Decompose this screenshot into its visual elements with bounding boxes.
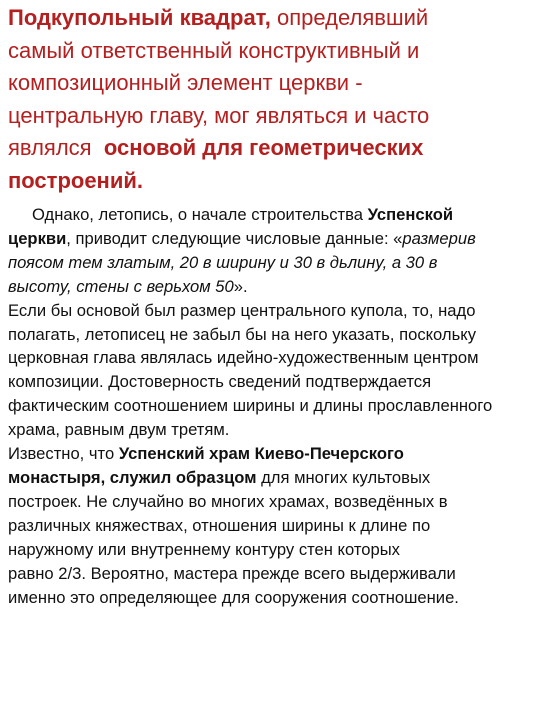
bold-term: Успенский храм Киево-Печерского (118, 444, 404, 464)
slide-heading (8, 2, 536, 198)
paragraph-kiev-pechersk (8, 442, 540, 609)
paragraph-line (8, 227, 540, 251)
bold-term: церкви (8, 228, 67, 248)
heading-line (8, 165, 536, 198)
paragraph-line (8, 203, 540, 227)
paragraph-line: наружному или внутреннему контуру стен которых (8, 539, 400, 559)
paragraph-line: Если бы основой был размер центрального купола, то, надо (8, 300, 476, 320)
heading-line: композиционный элемент церкви - (8, 70, 363, 96)
paragraph-line: различных княжествах, отношения ширины к длине по (8, 515, 431, 535)
text-run: для многих культовых (256, 467, 431, 487)
paragraph-line (8, 442, 540, 466)
text-run: Однако, летопись, о начале строительства (32, 205, 368, 224)
paragraph-line: равно 2/3. Вероятно, мастера прежде всего выдерживали (8, 563, 456, 583)
paragraph-line: именно это определяющее для сооружения соотношение. (8, 587, 459, 607)
heading-bold-phrase: построений. (8, 167, 144, 193)
paragraph-line (8, 251, 540, 275)
paragraph-dome (8, 299, 540, 442)
heading-bold-phrase: основой для геометрических (103, 135, 424, 161)
paragraph-line: построек. Не случайно во многих храмах, возведённых в (8, 491, 448, 511)
paragraph-line: церковная глава являлась идейно-художественным центром (8, 348, 479, 368)
paragraph-line: композиции. Достоверность сведений подтверждается (8, 372, 432, 392)
paragraph-line: храма, равным двум третям. (8, 420, 230, 440)
paragraph-line (8, 275, 540, 299)
bold-term: монастыря, служил образцом (8, 467, 257, 487)
paragraph-chronicle (8, 203, 540, 299)
heading-line: самый ответственный конструктивный и (8, 37, 420, 63)
bold-term: Успенской (367, 205, 454, 224)
quote-text: высоту, стены с верьхом 50 (8, 276, 234, 296)
heading-text: определявший (270, 5, 429, 30)
text-run: , приводит следующие числовые данные: « (66, 228, 403, 248)
paragraph-line: полагать, летописец не забыл бы на него указать, поскольку (8, 324, 476, 344)
text-run: ». (233, 276, 248, 296)
text-run: Известно, что (8, 444, 119, 464)
quote-text: поясом тем златым, 20 в ширину и 30 в дьлину, а 30 в (8, 252, 438, 272)
paragraph-line (8, 466, 540, 490)
heading-line (8, 2, 536, 35)
heading-text: являлся (8, 135, 104, 161)
heading-line: центральную главу, мог являться и часто (8, 102, 430, 128)
heading-line (8, 132, 536, 165)
quote-text: размерив (402, 228, 476, 248)
body-text (8, 203, 540, 609)
heading-bold-term: Подкупольный квадрат, (8, 5, 271, 30)
paragraph-line: фактическим соотношением ширины и длины прославленного (8, 396, 493, 416)
